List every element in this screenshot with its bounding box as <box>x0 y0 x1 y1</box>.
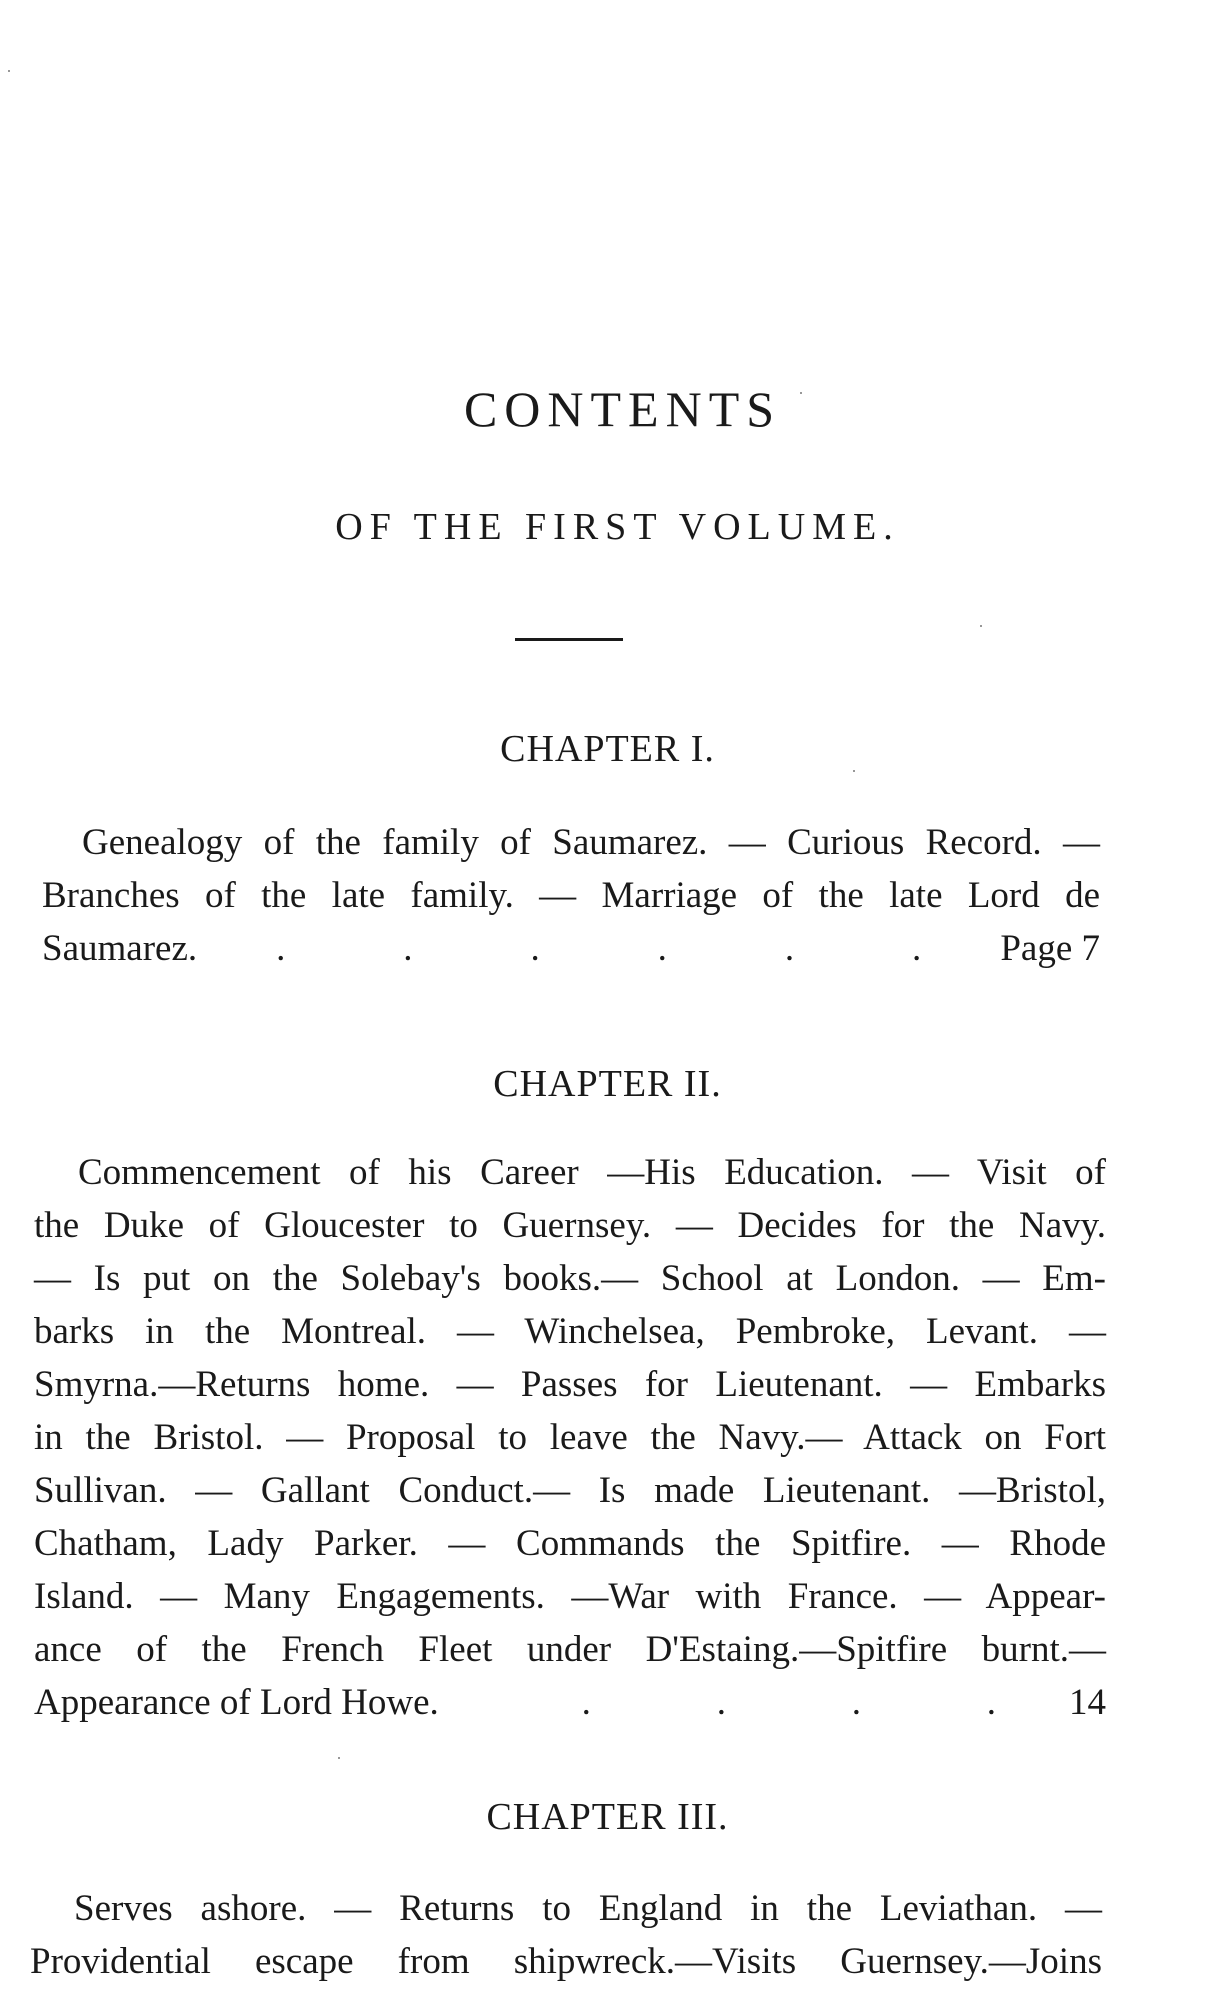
chapter-1-summary <box>42 816 1100 975</box>
leader-dot: . <box>851 1682 861 1723</box>
paper-speck <box>800 392 802 394</box>
leader-dot: . <box>530 928 540 969</box>
contents-subtitle: OF THE FIRST VOLUME. <box>335 506 900 548</box>
dot-leader <box>439 1676 1069 1729</box>
summary-line: Branches of the late family. — Marriage of the late Lord de <box>42 875 1100 916</box>
paper-speck <box>980 625 982 627</box>
summary-last-line <box>34 1676 1106 1729</box>
chapter-3-summary <box>30 1882 1102 1988</box>
leader-dot: . <box>657 928 667 969</box>
leader-dot: . <box>784 928 795 969</box>
contents-title: CONTENTS <box>463 381 782 437</box>
summary-line: barks in the Montreal. — Winchelsea, Pembroke, Levant. — <box>34 1311 1106 1352</box>
dot-leader <box>197 922 1000 975</box>
summary-last-line <box>42 922 1100 975</box>
summary-line: Sullivan. — Gallant Conduct.— Is made Lieutenant. —Bristol, <box>34 1470 1106 1511</box>
paper-speck <box>8 70 10 72</box>
summary-line: in the Bristol. — Proposal to leave the Navy.— Attack on Fort <box>34 1417 1106 1458</box>
summary-line: ance of the French Fleet under D'Estaing.—Spitfire burnt.— <box>34 1629 1106 1670</box>
title-rule <box>515 638 623 641</box>
leader-dot: . <box>581 1682 591 1723</box>
chapter-3-heading: CHAPTER III. <box>486 1796 729 1838</box>
summary-line: Smyrna.—Returns home. — Passes for Lieutenant. — Embarks <box>34 1364 1106 1405</box>
leader-dot: . <box>716 1682 726 1723</box>
leader-dot: . <box>403 928 413 969</box>
summary-line: Commencement of his Career —His Education. — Visit of <box>78 1152 1106 1193</box>
leader-dot: . <box>276 928 286 969</box>
page-reference: Page 7 <box>1000 928 1100 969</box>
chapter-1-heading: CHAPTER I. <box>500 728 715 770</box>
paper-speck <box>338 1757 340 1759</box>
chapter-2-summary <box>34 1146 1106 1729</box>
summary-line: the Duke of Gloucester to Guernsey. — Decides for the Navy. <box>34 1205 1106 1246</box>
page-reference: 14 <box>1069 1682 1106 1723</box>
summary-line: Serves ashore. — Returns to England in the Leviathan. — <box>74 1888 1102 1929</box>
leader-dot: . <box>912 928 922 969</box>
leader-dot: . <box>986 1682 997 1723</box>
summary-line: Chatham, Lady Parker. — Commands the Spitfire. — Rhode <box>34 1523 1106 1564</box>
paper-speck <box>853 770 855 772</box>
summary-line: Genealogy of the family of Saumarez. — Curious Record. — <box>82 822 1100 863</box>
summary-line: Island. — Many Engagements. —War with France. — Appear- <box>34 1576 1106 1617</box>
chapter-2-heading: CHAPTER II. <box>493 1063 722 1105</box>
summary-line: Providential escape from shipwreck.—Visits Guernsey.—Joins <box>30 1941 1102 1982</box>
summary-line-text: Appearance of Lord Howe. <box>34 1682 439 1723</box>
summary-line: — Is put on the Solebay's books.— School at London. — Em- <box>34 1258 1106 1299</box>
summary-line-text: Saumarez. <box>42 928 198 969</box>
